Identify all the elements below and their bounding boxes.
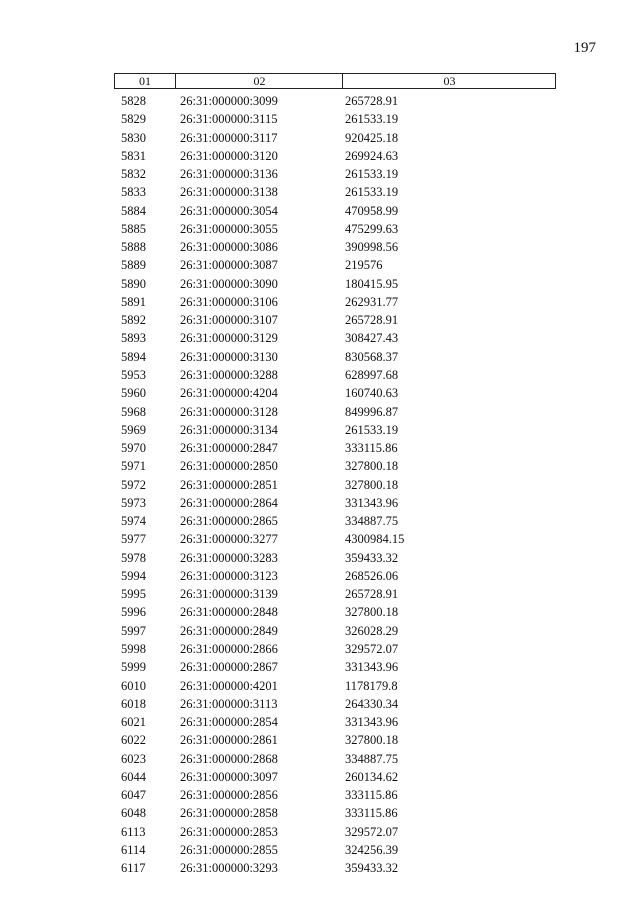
column-header-03: 03 [342, 74, 556, 88]
cadastral-number-cell: 26:31:000000:3136 [180, 167, 278, 182]
row-number-cell: 5833 [121, 185, 146, 200]
row-number-cell: 5968 [121, 404, 146, 419]
cadastral-number-cell: 26:31:000000:3283 [180, 550, 278, 565]
value-cell: 264330.34 [345, 696, 399, 711]
row-number-cell: 6114 [121, 842, 146, 857]
cadastral-number-cell: 26:31:000000:2864 [180, 495, 278, 510]
table-row [0, 129, 640, 147]
cadastral-number-cell: 26:31:000000:3120 [180, 148, 278, 163]
value-cell: 327800.18 [345, 733, 399, 748]
cadastral-number-cell: 26:31:000000:3055 [180, 221, 278, 236]
cadastral-number-cell: 26:31:000000:2849 [180, 623, 278, 638]
row-number-cell: 5969 [121, 422, 146, 437]
row-number-cell: 5970 [121, 441, 146, 456]
row-number-cell: 5978 [121, 550, 146, 565]
table-row [0, 220, 640, 238]
value-cell: 219576 [345, 258, 383, 273]
table-row [0, 275, 640, 293]
value-cell: 260134.62 [345, 769, 399, 784]
table-row [0, 348, 640, 366]
row-number-cell: 5894 [121, 349, 146, 364]
table-row [0, 366, 640, 384]
table-row [0, 695, 640, 713]
table-row [0, 585, 640, 603]
row-number-cell: 5996 [121, 605, 146, 620]
row-number-cell: 6021 [121, 715, 146, 730]
row-number-cell: 5994 [121, 568, 146, 583]
row-number-cell: 6018 [121, 696, 146, 711]
value-cell: 261533.19 [345, 167, 399, 182]
table-row [0, 731, 640, 749]
value-cell: 180415.95 [345, 276, 399, 291]
value-cell: 359433.32 [345, 861, 399, 876]
table-row [0, 823, 640, 841]
row-number-cell: 5831 [121, 148, 146, 163]
table-row [0, 530, 640, 548]
value-cell: 390998.56 [345, 240, 399, 255]
value-cell: 849996.87 [345, 404, 399, 419]
value-cell: 830568.37 [345, 349, 399, 364]
cadastral-number-cell: 26:31:000000:2866 [180, 641, 278, 656]
value-cell: 326028.29 [345, 623, 399, 638]
column-header-02: 02 [175, 74, 343, 88]
value-cell: 268526.06 [345, 568, 399, 583]
value-cell: 331343.96 [345, 715, 399, 730]
table-body [0, 92, 640, 877]
value-cell: 327800.18 [345, 477, 399, 492]
cadastral-number-cell: 26:31:000000:3115 [180, 112, 278, 127]
cadastral-number-cell: 26:31:000000:2855 [180, 842, 278, 857]
value-cell: 334887.75 [345, 514, 399, 529]
table-row [0, 476, 640, 494]
table-row [0, 640, 640, 658]
cadastral-number-cell: 26:31:000000:3277 [180, 532, 278, 547]
cadastral-number-cell: 26:31:000000:3097 [180, 769, 278, 784]
row-number-cell: 5829 [121, 112, 146, 127]
row-number-cell: 5960 [121, 386, 146, 401]
table-row [0, 403, 640, 421]
row-number-cell: 5891 [121, 294, 146, 309]
table-row [0, 311, 640, 329]
row-number-cell: 6047 [121, 788, 146, 803]
cadastral-number-cell: 26:31:000000:2848 [180, 605, 278, 620]
row-number-cell: 5995 [121, 587, 146, 602]
row-number-cell: 5998 [121, 641, 146, 656]
row-number-cell: 5997 [121, 623, 146, 638]
cadastral-number-cell: 26:31:000000:3138 [180, 185, 278, 200]
table-row [0, 786, 640, 804]
row-number-cell: 5977 [121, 532, 146, 547]
cadastral-number-cell: 26:31:000000:4204 [180, 386, 278, 401]
cadastral-number-cell: 26:31:000000:2854 [180, 715, 278, 730]
table-row [0, 804, 640, 822]
value-cell: 160740.63 [345, 386, 399, 401]
table-row [0, 256, 640, 274]
table-row [0, 183, 640, 201]
value-cell: 628997.68 [345, 367, 399, 382]
value-cell: 331343.96 [345, 660, 399, 675]
cadastral-number-cell: 26:31:000000:3106 [180, 294, 278, 309]
value-cell: 470958.99 [345, 203, 399, 218]
cadastral-number-cell: 26:31:000000:3129 [180, 331, 278, 346]
row-number-cell: 6044 [121, 769, 146, 784]
value-cell: 269924.63 [345, 148, 399, 163]
row-number-cell: 5974 [121, 514, 146, 529]
row-number-cell: 5971 [121, 459, 146, 474]
cadastral-number-cell: 26:31:000000:2853 [180, 824, 278, 839]
table-row [0, 677, 640, 695]
table-row [0, 92, 640, 110]
value-cell: 333115.86 [345, 806, 398, 821]
table-row [0, 439, 640, 457]
cadastral-number-cell: 26:31:000000:3086 [180, 240, 278, 255]
table-row [0, 165, 640, 183]
table-row [0, 238, 640, 256]
cadastral-number-cell: 26:31:000000:3128 [180, 404, 278, 419]
value-cell: 308427.43 [345, 331, 399, 346]
table-row [0, 658, 640, 676]
row-number-cell: 6023 [121, 751, 146, 766]
cadastral-number-cell: 26:31:000000:3087 [180, 258, 278, 273]
table-row [0, 421, 640, 439]
cadastral-number-cell: 26:31:000000:3107 [180, 313, 278, 328]
value-cell: 261533.19 [345, 185, 399, 200]
cadastral-number-cell: 26:31:000000:3117 [180, 130, 278, 145]
row-number-cell: 5888 [121, 240, 146, 255]
cadastral-number-cell: 26:31:000000:2850 [180, 459, 278, 474]
cadastral-number-cell: 26:31:000000:2861 [180, 733, 278, 748]
cadastral-number-cell: 26:31:000000:3139 [180, 587, 278, 602]
cadastral-number-cell: 26:31:000000:3113 [180, 696, 278, 711]
value-cell: 920425.18 [345, 130, 399, 145]
row-number-cell: 6022 [121, 733, 146, 748]
cadastral-number-cell: 26:31:000000:3099 [180, 94, 278, 108]
row-number-cell: 5832 [121, 167, 146, 182]
cadastral-number-cell: 26:31:000000:3130 [180, 349, 278, 364]
row-number-cell: 6117 [121, 861, 146, 876]
row-number-cell: 5893 [121, 331, 146, 346]
table-row [0, 750, 640, 768]
row-number-cell: 5972 [121, 477, 146, 492]
table-row [0, 512, 640, 530]
cadastral-number-cell: 26:31:000000:2865 [180, 514, 278, 529]
cadastral-number-cell: 26:31:000000:3123 [180, 568, 278, 583]
row-number-cell: 5885 [121, 221, 146, 236]
row-number-cell: 5828 [121, 94, 146, 108]
value-cell: 265728.91 [345, 94, 399, 108]
row-number-cell: 6048 [121, 806, 146, 821]
table-row [0, 202, 640, 220]
value-cell: 327800.18 [345, 605, 399, 620]
row-number-cell: 5953 [121, 367, 146, 382]
table-row [0, 603, 640, 621]
cadastral-number-cell: 26:31:000000:2847 [180, 441, 278, 456]
value-cell: 359433.32 [345, 550, 399, 565]
cadastral-number-cell: 26:31:000000:3134 [180, 422, 278, 437]
value-cell: 329572.07 [345, 824, 399, 839]
cadastral-number-cell: 26:31:000000:3054 [180, 203, 278, 218]
cadastral-number-cell: 26:31:000000:2858 [180, 806, 278, 821]
table-row [0, 549, 640, 567]
table-row [0, 768, 640, 786]
table-row [0, 567, 640, 585]
row-number-cell: 6113 [121, 824, 146, 839]
table-row [0, 713, 640, 731]
row-number-cell: 5999 [121, 660, 146, 675]
table-row [0, 841, 640, 859]
table-row [0, 293, 640, 311]
table-row [0, 457, 640, 475]
cadastral-number-cell: 26:31:000000:2856 [180, 788, 278, 803]
row-number-cell: 5890 [121, 276, 146, 291]
table-header [114, 73, 556, 89]
cadastral-number-cell: 26:31:000000:2867 [180, 660, 278, 675]
column-header-01: 01 [139, 74, 151, 88]
value-cell: 475299.63 [345, 221, 399, 236]
value-cell: 265728.91 [345, 587, 399, 602]
cadastral-number-cell: 26:31:000000:4201 [180, 678, 278, 693]
cadastral-number-cell: 26:31:000000:3293 [180, 861, 278, 876]
table-row [0, 147, 640, 165]
value-cell: 333115.86 [345, 441, 398, 456]
table-row [0, 859, 640, 877]
cadastral-number-cell: 26:31:000000:2851 [180, 477, 278, 492]
value-cell: 329572.07 [345, 641, 399, 656]
value-cell: 265728.91 [345, 313, 399, 328]
table-row [0, 384, 640, 402]
value-cell: 4300984.15 [345, 532, 405, 547]
table-row [0, 622, 640, 640]
value-cell: 262931.77 [345, 294, 399, 309]
value-cell: 1178179.8 [345, 678, 398, 693]
row-number-cell: 5889 [121, 258, 146, 273]
table-row [0, 494, 640, 512]
row-number-cell: 5892 [121, 313, 146, 328]
value-cell: 331343.96 [345, 495, 399, 510]
value-cell: 324256.39 [345, 842, 399, 857]
cadastral-number-cell: 26:31:000000:3288 [180, 367, 278, 382]
row-number-cell: 6010 [121, 678, 146, 693]
value-cell: 334887.75 [345, 751, 399, 766]
cadastral-number-cell: 26:31:000000:3090 [180, 276, 278, 291]
page-number: 197 [573, 40, 596, 56]
table-row [0, 110, 640, 128]
value-cell: 261533.19 [345, 422, 399, 437]
value-cell: 333115.86 [345, 788, 398, 803]
table-row [0, 329, 640, 347]
row-number-cell: 5830 [121, 130, 146, 145]
value-cell: 327800.18 [345, 459, 399, 474]
row-number-cell: 5884 [121, 203, 146, 218]
row-number-cell: 5973 [121, 495, 146, 510]
value-cell: 261533.19 [345, 112, 399, 127]
cadastral-number-cell: 26:31:000000:2868 [180, 751, 278, 766]
